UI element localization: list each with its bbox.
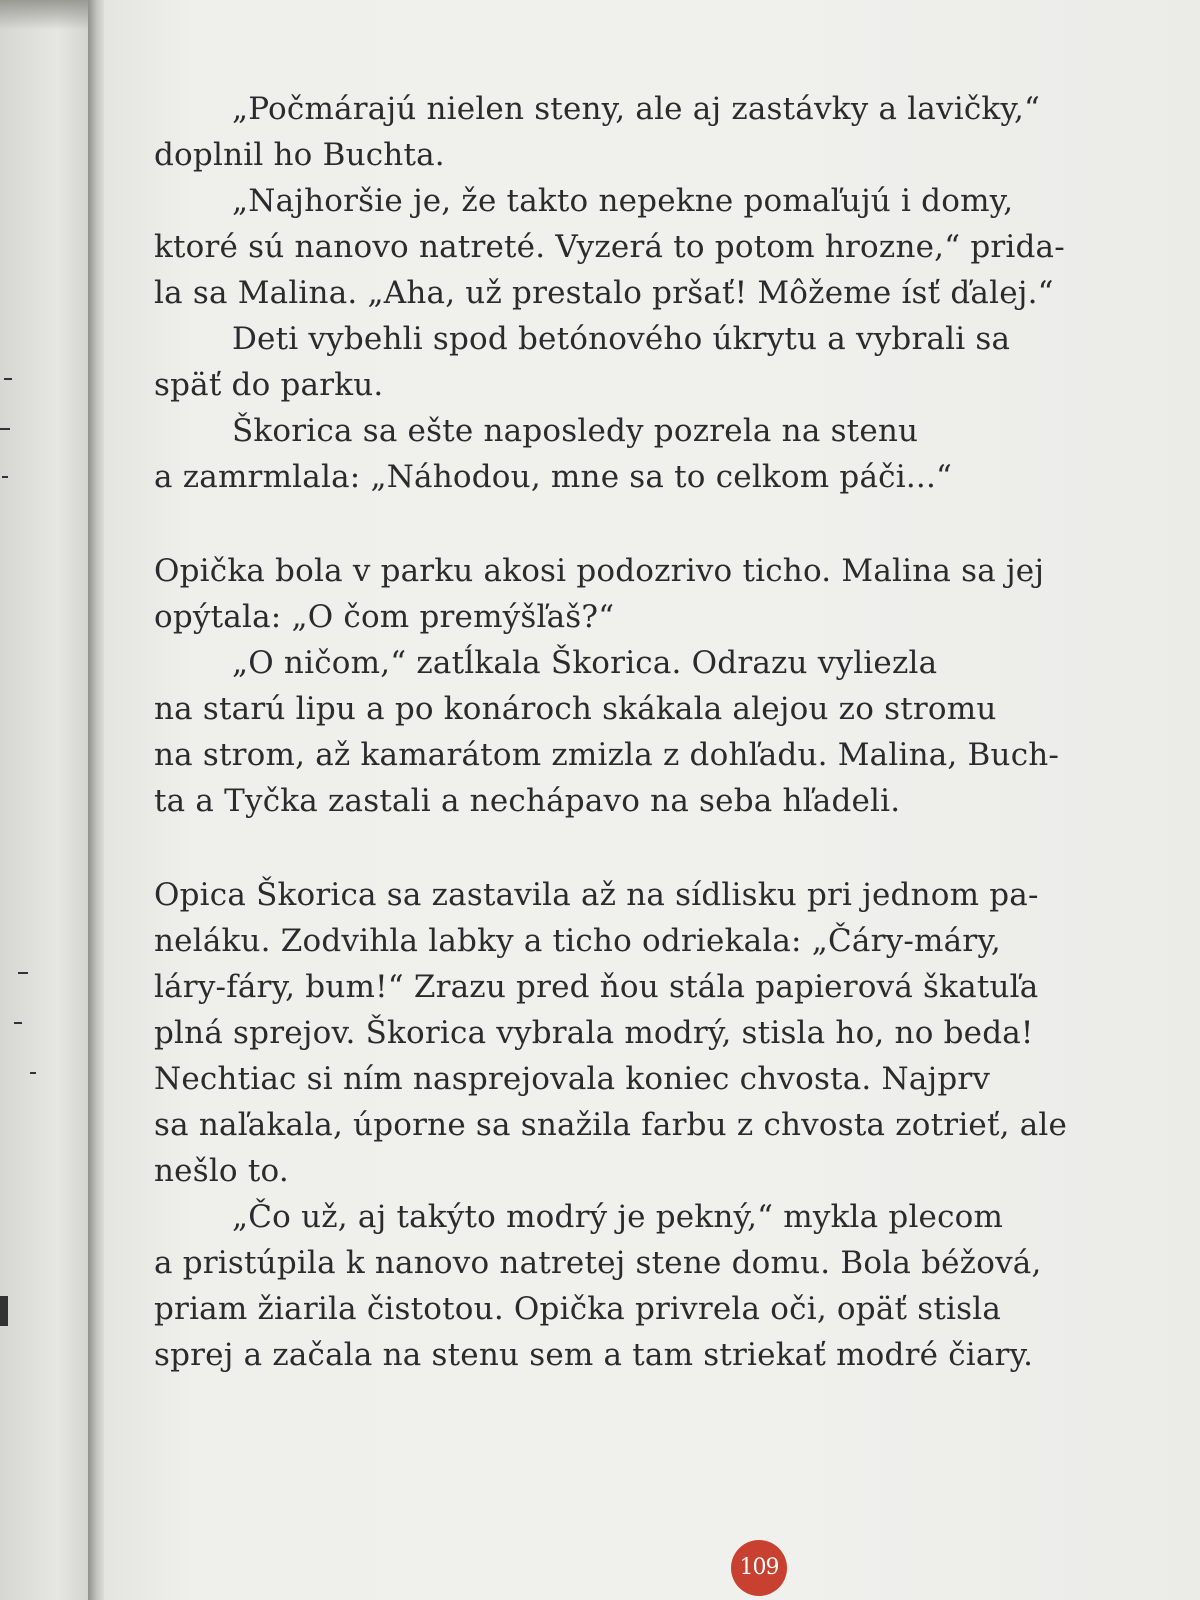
text-line: láry-fáry, bum!“ Zrazu pred ňou stála papierová škatuľa	[154, 969, 1039, 1005]
text-line: a zamrmlala: „Náhodou, mne sa to celkom páči...“	[154, 459, 953, 495]
text-line: na strom, až kamarátom zmizla z dohľadu. Malina, Buch-	[154, 737, 1060, 773]
text-line: Škorica sa ešte naposledy pozrela na stenu	[232, 413, 919, 449]
text-line: priam žiarila čistotou. Opička privrela oči, opäť stisla	[154, 1291, 1002, 1327]
text-line: späť do parku.	[154, 367, 384, 403]
paragraph-gap	[154, 824, 1164, 872]
text-line: „Najhoršie je, že takto nepekne pomaľujú i domy,	[232, 183, 1014, 219]
text-line: ta a Tyčka zastali a nechápavo na seba hľadeli.	[154, 783, 901, 819]
paragraph-gap	[154, 500, 1164, 548]
text-line: „Počmárajú nielen steny, ale aj zastávky a lavičky,“	[232, 91, 1041, 127]
text-line: opýtala: „O čom premýšľaš?“	[154, 599, 615, 635]
left-page-mark	[4, 378, 12, 380]
left-page-edge	[0, 0, 96, 1600]
text-line: sprej a začala na stenu sem a tam striekať modré čiary.	[154, 1337, 1034, 1373]
left-page-mark	[30, 1072, 36, 1074]
text-line: neláku. Zodvihla labky a ticho odriekala: „Čáry-máry,	[154, 923, 1001, 959]
left-page-mark	[2, 476, 8, 478]
page-number-badge: 109	[731, 1540, 787, 1596]
left-page-mark	[0, 1296, 8, 1326]
text-line: plná sprejov. Škorica vybrala modrý, stisla ho, no beda!	[154, 1015, 1034, 1051]
text-line: ktoré sú nanovo natreté. Vyzerá to potom hrozne,“ prida-	[154, 229, 1065, 265]
text-line: „Čo už, aj takýto modrý je pekný,“ mykla plecom	[232, 1199, 1004, 1235]
text-line: Opica Škorica sa zastavila až na sídlisku pri jednom pa-	[154, 877, 1039, 913]
left-page-mark	[18, 972, 28, 974]
left-page-mark	[0, 428, 10, 430]
text-line: nešlo to.	[154, 1153, 289, 1189]
text-line: doplnil ho Buchta.	[154, 137, 445, 173]
left-page-mark	[14, 1022, 22, 1024]
text-line: „O ničom,“ zatĺkala Škorica. Odrazu vyliezla	[232, 645, 938, 681]
text-line: Deti vybehli spod betónového úkrytu a vybrali sa	[232, 321, 1011, 357]
text-line: a pristúpila k nanovo natretej stene domu. Bola béžová,	[154, 1245, 1042, 1281]
text-line: Opička bola v parku akosi podozrivo ticho. Malina sa jej	[154, 553, 1045, 589]
text-line: Nechtiac si ním nasprejovala koniec chvosta. Najprv	[154, 1061, 991, 1097]
page-text	[154, 86, 1164, 1378]
book-page	[104, 0, 1200, 1600]
text-line: sa naľakala, úporne sa snažila farbu z chvosta zotrieť, ale	[154, 1107, 1068, 1143]
text-line: la sa Malina. „Aha, už prestalo pršať! Môžeme ísť ďalej.“	[154, 275, 1054, 311]
text-line: na starú lipu a po konároch skákala alejou zo stromu	[154, 691, 997, 727]
